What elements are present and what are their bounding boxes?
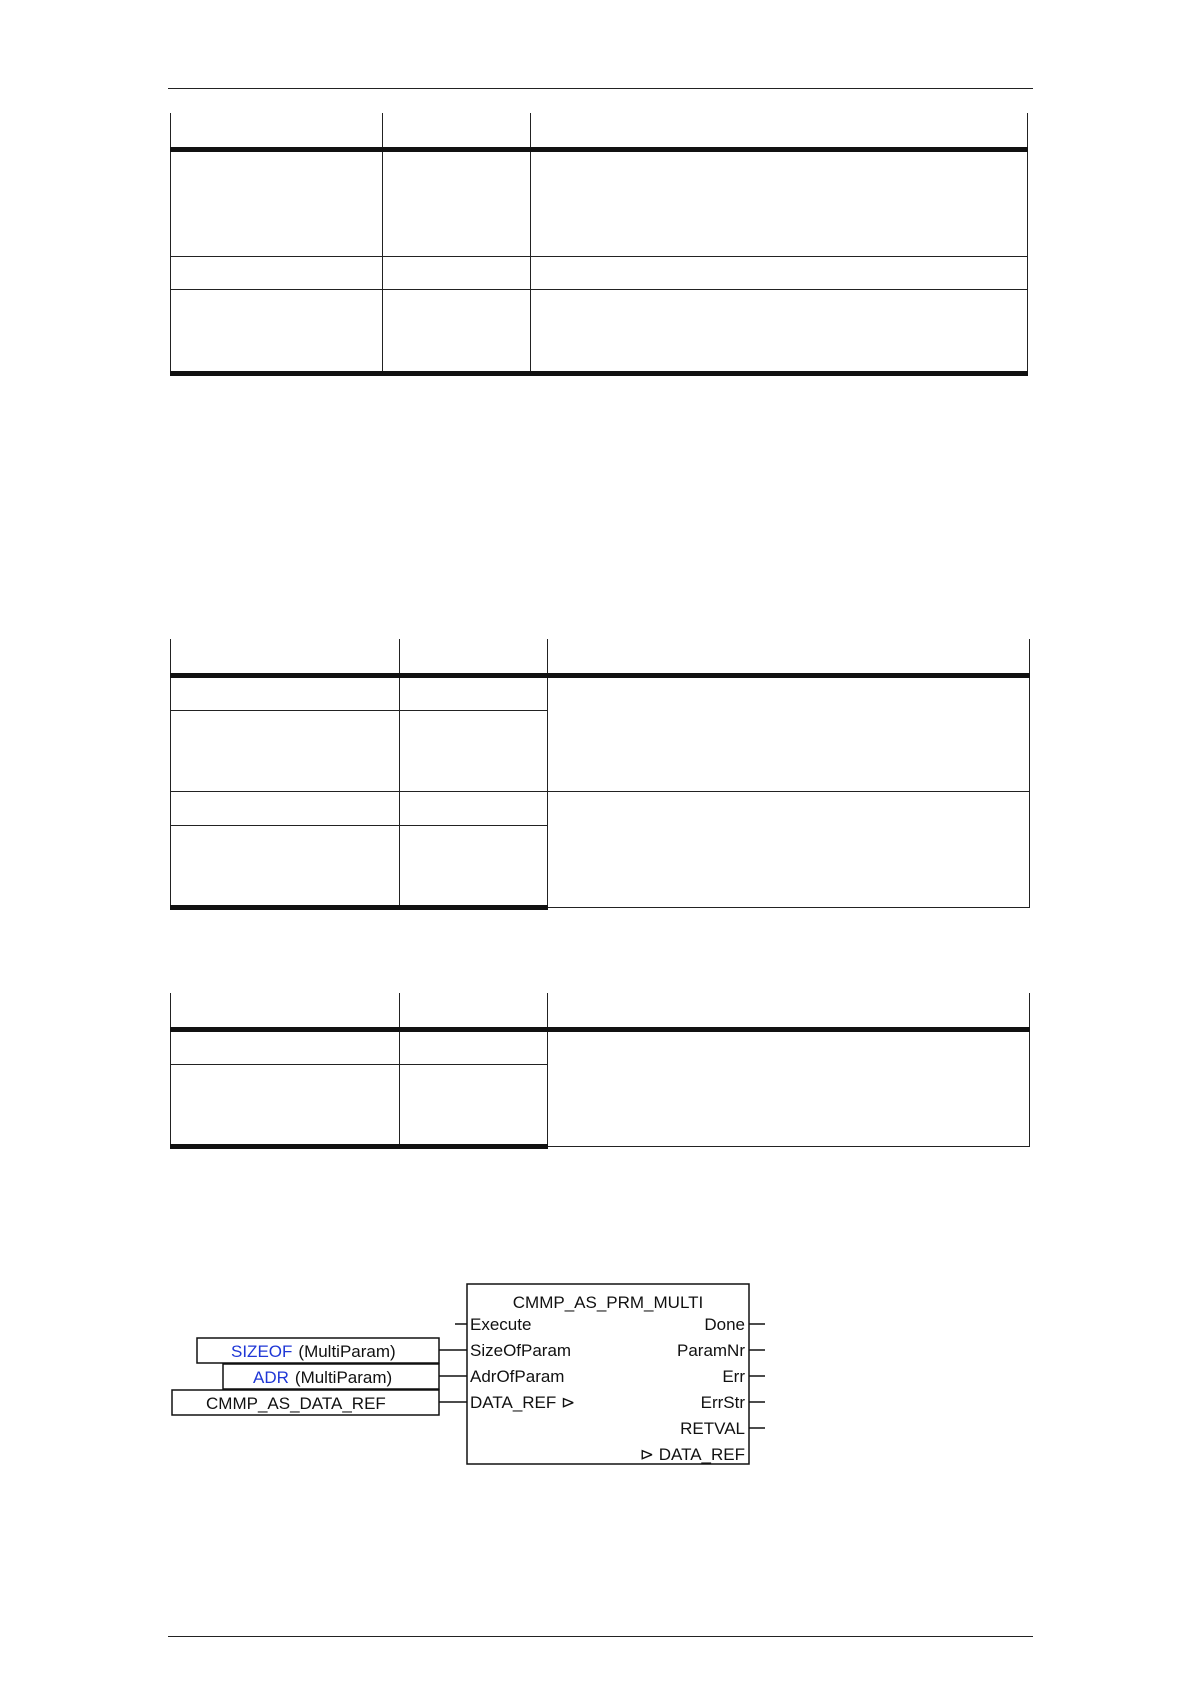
table-3-header-col-3	[548, 993, 1030, 1030]
table-row	[171, 290, 1028, 374]
table-1-header-col-3	[531, 113, 1028, 150]
input-data-ref: DATA_REF ⊳	[470, 1393, 576, 1412]
input-adrofparam: AdrOfParam	[470, 1367, 565, 1386]
table-2-header-col-2	[400, 639, 548, 676]
output-done: Done	[704, 1315, 745, 1334]
sizeof-input-box	[197, 1338, 439, 1363]
table-row	[171, 257, 1028, 290]
table-row	[171, 150, 1028, 257]
data-ref-variable: CMMP_AS_DATA_REF	[206, 1394, 386, 1413]
block-title: CMMP_AS_PRM_MULTI	[512, 1293, 704, 1312]
output-paramnr: ParamNr	[676, 1341, 745, 1360]
adr-keyword: ADR	[253, 1368, 289, 1387]
header-rule	[168, 88, 1033, 89]
table-3-header-col-2	[400, 993, 548, 1030]
output-err: Err	[722, 1367, 745, 1386]
input-execute: Execute	[470, 1315, 532, 1334]
table-2-header-col-1	[171, 639, 400, 676]
table-row	[171, 792, 1030, 826]
table-2-header-col-3	[548, 639, 1030, 676]
input-sizeofparam: SizeOfParam	[470, 1341, 572, 1360]
data-ref-input-box	[172, 1390, 439, 1415]
table-row	[171, 676, 1030, 711]
table-1-header-col-1	[171, 113, 383, 150]
footer-rule	[168, 1636, 1033, 1637]
table-1-header-col-2	[383, 113, 531, 150]
table-3-header-col-1	[171, 993, 400, 1030]
table-row	[171, 1030, 1030, 1065]
function-block-box	[467, 1284, 749, 1464]
adr-expression	[253, 1368, 392, 1387]
table-2	[170, 639, 1030, 910]
output-retval: RETVAL	[680, 1419, 745, 1438]
adr-argument: (MultiParam)	[294, 1368, 393, 1387]
output-errstr: ErrStr	[700, 1393, 745, 1412]
adr-input-box	[223, 1364, 439, 1389]
table-3	[170, 993, 1030, 1149]
sizeof-expression	[231, 1342, 396, 1361]
sizeof-argument: (MultiParam)	[298, 1342, 396, 1361]
output-data-ref: ⊳ DATA_REF	[639, 1445, 745, 1464]
sizeof-keyword: SIZEOF	[231, 1342, 293, 1361]
table-1	[170, 113, 1028, 376]
